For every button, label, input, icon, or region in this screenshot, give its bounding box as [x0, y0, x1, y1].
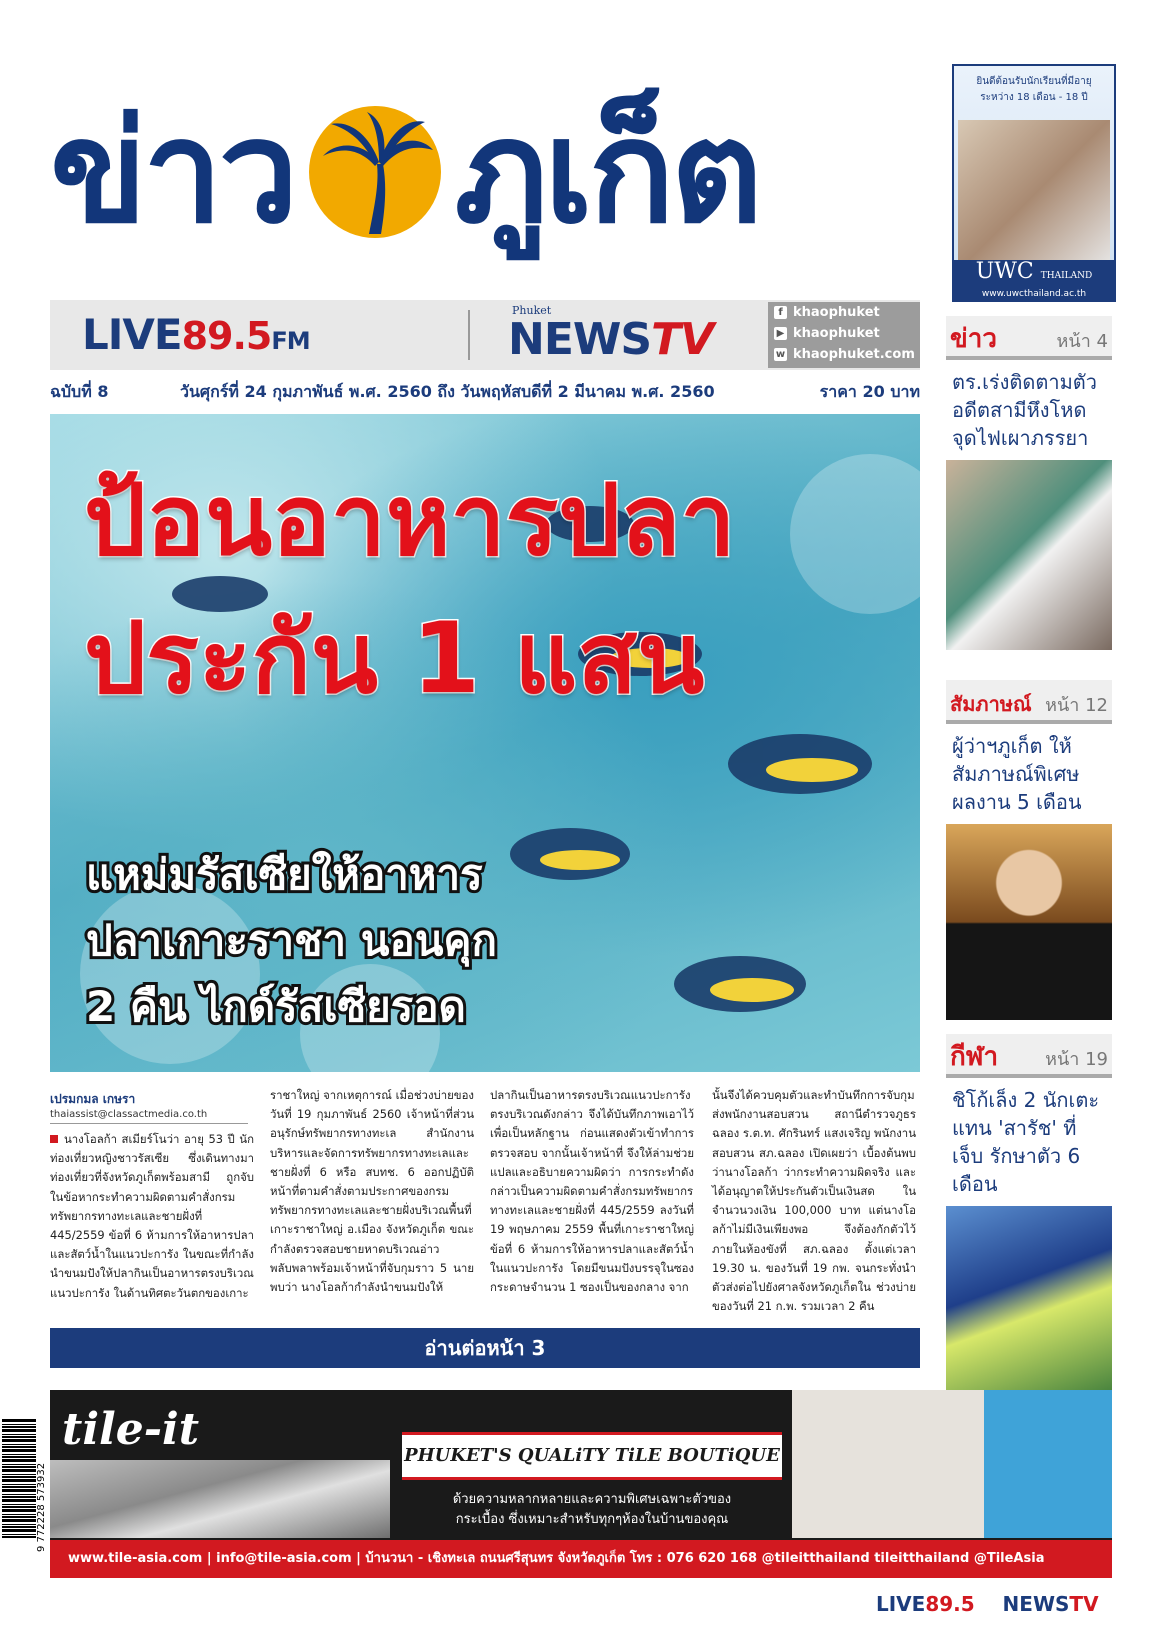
social-facebook[interactable]	[768, 302, 920, 323]
headline-line-2: ประกัน 1 แสน	[84, 602, 705, 716]
sidebar-news[interactable]	[946, 316, 1112, 650]
article-column-2	[270, 1086, 474, 1297]
tv-label: TV	[651, 314, 714, 365]
column-text: นั้นจึงได้ควบคุมตัวและทำบันทึกการจับกุมส่งพนักงานสอบสวน สถานีตำรวจภูธรฉลอง ร.ต.ท. ศักรินทร์ แสงเจริญ พนักงานสอบสวน สภ.ฉลอง เปิดเผยว่า เบื้องต้นพบว่านางโอลก้า ว่ากระทำความผิดจริง และได้อนุญาตให้ประกันตัวเป็นเงินสด ในจำนวนวงเงิน 100,000 บาท แต่นางโอลก้าไม่มีเงินเพียงพอ จึงต้องกักตัวไว้ภายในห้องขังที่ สภ.ฉลอง ตั้งแต่เวลา 19.30 น. ของวันที่ 19 กพ. จนกระทั่งนำตัวส่งต่อไปยังศาลจังหวัดภูเก็ตใน ช่วงบ่ายของวันที่ 21 ก.พ. รวมเวลา 2 คืน	[712, 1088, 916, 1314]
social-label: khaophuket.com	[793, 347, 915, 362]
column-text: ปลากินเป็นอาหารตรงบริเวณแนวปะการังตรงบริเวณดังกล่าว จึงได้บันทึกภาพเอาไว้เพื่อเป็นหลักฐาน ก่อนแสดงตัวเข้าทำการตรวจสอบ จากนั้นเจ้าหน้าที่ จึงให้ล่ามช่วยแปลและอธิบายความผิดว่า การกระทำดังกล่าวเป็นความผิดตามคำสั่งกรมทรัพยากรทางทะเลและชายฝั่งที่ 445/2559 ลงวันที่ 19 พฤษภาคม 2559 พื้นที่เกาะราชาใหญ่ ข้อที่ 6 ห้ามการให้อาหารปลาและสัตว์น้ำในแนวปะการัง โดยมีขนมปังบรรจุในซองกระดาษจำนวน 1 ซองเป็นของกลาง จาก	[490, 1088, 694, 1295]
uwc-ad-url: www.uwcthailand.ac.th	[981, 289, 1087, 299]
uwc-ad-name: UWC	[975, 259, 1034, 284]
headline-line-1: ป้อนอาหารปลา	[84, 464, 736, 578]
issue-date: วันศุกร์ที่ 24 กุมภาพันธ์ พ.ศ. 2560 ถึง วันพฤหัสบดีที่ 2 มีนาคม พ.ศ. 2560	[180, 382, 715, 401]
teaser-text: ตร.เร่งติดตามตัว อดีตสามีหึงโหด จุดไฟเผาภรรยา	[952, 370, 1098, 450]
social-links	[768, 302, 920, 368]
social-label: khaophuket	[793, 305, 880, 320]
footer-tv: TV	[1069, 1592, 1099, 1616]
sidebar-interview[interactable]	[946, 680, 1112, 1020]
fm-label: FM	[271, 327, 310, 355]
tile-ad-description	[402, 1490, 782, 1530]
tile-ad-contact-footer: www.tile-asia.com | info@tile-asia.com | บ้านวนา - เชิงทะเล ถนนศรีสุนทร จังหวัดภูเก็ต โทร : 076 620 168 @tileitthailand tileitthailand @TileAsia	[50, 1540, 1112, 1578]
article-column-4	[712, 1086, 916, 1316]
radio-frequency: 89.5	[181, 314, 272, 358]
teaser-text: ผู้ว่าฯภูเก็ต ให้ สัมภาษณ์พิเศษ ผลงาน 5 เดือน	[952, 734, 1082, 814]
read-more-bar[interactable]: อ่านต่อหน้า 3	[50, 1328, 920, 1368]
column-text: นางโอลก้า สเมียร์โนว่า อายุ 53 ปี นักท่องเที่ยวหญิงชาวรัสเซีย ซึ่งเดินทางมาท่องเที่ยวที่จังหวัดภูเก็ตพร้อมสามี ถูกจับในข้อหากระทำความผิดตามคำสั่งกรมทรัพยากรทางทะเลและชายฝั่งที่ 445/2559 ข้อที่ 6 ห้ามการให้อาหารปลาและสัตว์น้ำในแนวปะการัง ในขณะที่กำลังนำขนมปังให้ปลากินเป็นอาหารตรงบริเวณแนวปะการัง ในด้านทิศตะวันตกของเกาะ	[50, 1132, 254, 1300]
teaser-photo	[946, 1206, 1112, 1402]
facebook-icon: f	[774, 306, 787, 319]
broadcast-strip	[50, 300, 920, 370]
issue-price: ราคา 20 บาท	[819, 382, 920, 401]
sidebar-sports[interactable]	[946, 1034, 1112, 1402]
social-youtube[interactable]	[768, 323, 920, 344]
social-web[interactable]	[768, 344, 920, 365]
pool-image	[792, 1390, 1112, 1538]
live-label: LIVE	[82, 310, 182, 359]
barcode-icon	[2, 1418, 36, 1538]
subhead-line-3: 2 คืน ไกด์รัสเซียรอด	[86, 982, 466, 1031]
subhead-line-2: ปลาเกาะราชา นอนคุก	[86, 916, 497, 965]
sidebar-head	[946, 1034, 1112, 1078]
uwc-ad-text: ยินดีต้อนรับนักเรียนที่มีอายุ ระหว่าง 18 เดือน - 18 ปี	[976, 76, 1092, 103]
footer-live: LIVE	[876, 1592, 926, 1616]
issue-line	[50, 380, 920, 406]
author-name: เปรมกมล เกษรา	[50, 1092, 136, 1106]
footer-logos	[876, 1592, 1112, 1622]
uwc-ad-name-suffix: THAILAND	[1040, 271, 1093, 281]
teaser-photo	[946, 460, 1112, 650]
barcode-number: 9 772228 573932	[36, 1462, 47, 1552]
article-column-3	[490, 1086, 694, 1297]
palm-sun-logo-icon	[309, 106, 441, 238]
section-page: หน้า 4	[1056, 331, 1108, 352]
author-email[interactable]: thaiassist@classactmedia.co.th	[50, 1109, 248, 1124]
tile-ad-desc-line-2: กระเบื้อง ซึ่งเหมาะสำหรับทุกๆห้องในบ้านของคุณ	[455, 1512, 729, 1527]
masthead	[50, 62, 920, 282]
sidebar-head	[946, 316, 1112, 360]
section-label: ข่าว	[950, 324, 997, 354]
uwc-ad-band	[954, 260, 1114, 300]
teaser-photo	[946, 824, 1112, 1020]
web-icon: w	[775, 349, 786, 360]
tile-samples-image	[50, 1460, 390, 1538]
bullet-icon	[50, 1135, 58, 1143]
tile-it-advertisement[interactable]	[50, 1390, 1112, 1578]
issue-number: ฉบับที่ 8	[50, 382, 109, 401]
byline	[50, 1090, 248, 1124]
masthead-word-khao: ข่าว	[50, 89, 295, 255]
phuket-small-label: Phuket	[512, 304, 552, 317]
teaser-text: ชิโก้เล็ง 2 นักเตะ แทน 'สารัช' ที่เจ็บ รักษาตัว 6 เดือน	[952, 1088, 1100, 1196]
news-tv-logo	[508, 314, 713, 365]
subhead-line-1: แหม่มรัสเซียให้อาหาร	[86, 850, 483, 899]
section-page: หน้า 12	[1045, 695, 1108, 716]
news-label: NEWS	[508, 314, 652, 365]
youtube-icon: ▶	[774, 327, 787, 340]
section-label: กีฬา	[950, 1042, 999, 1072]
tile-it-logo: tile-it	[62, 1404, 200, 1455]
tile-ad-desc-line-1: ด้วยความหลากหลายและความพิเศษเฉพาะตัวของ	[452, 1492, 732, 1507]
uwc-advertisement[interactable]	[952, 64, 1116, 302]
article-column-1	[50, 1130, 254, 1303]
sidebar-head	[946, 680, 1112, 724]
section-page: หน้า 19	[1045, 1049, 1108, 1070]
tile-ad-tagline: PHUKET'S QUALiTY TiLE BOUTiQUE	[402, 1432, 782, 1480]
footer-news: NEWS	[1002, 1592, 1070, 1616]
social-label: khaophuket	[793, 326, 880, 341]
hero-image	[50, 414, 920, 1072]
footer-freq: 89.5	[925, 1592, 975, 1616]
masthead-word-phuket: ภูเก็ต	[454, 89, 759, 255]
strip-divider	[468, 310, 470, 360]
column-text: ราชาใหญ่ จากเหตุการณ์ เมื่อช่วงบ่ายของวันที่ 19 กุมภาพันธ์ 2560 เจ้าหน้าที่ส่วนอนุรักษ์ทรัพยากรทางทะเล สำนักงานบริหารและจัดการทรัพยากรทางทะเลและชายฝั่งที่ 6 หรือ สบทช. 6 ออกปฏิบัติหน้าที่ตามคำสั่งตามประกาศของกรมทรัพยากรทางทะเลและชายฝั่งบริเวณพื้นที่เกาะราชาใหญ่ อ.เมือง จังหวัดภูเก็ต ขณะกำลังตรวจสอบชายหาดบริเวณอ่าวพลับพลาพร้อมเจ้าหน้าที่จับกุมราว 5 นาย พบว่า นางโอลก้ากำลังนำขนมปังให้	[270, 1088, 474, 1295]
section-label: สัมภาษณ์	[950, 692, 1032, 716]
live-radio-logo	[82, 310, 310, 359]
uwc-ad-photo	[958, 120, 1110, 270]
